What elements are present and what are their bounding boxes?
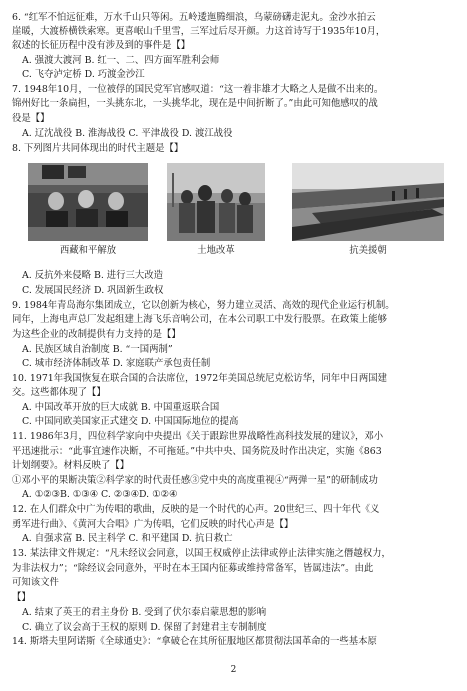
- page-number: 2: [230, 665, 237, 675]
- text-line: 勇军进行曲》、《黄河大合唱》广为传唱，它们反映的时代心声是【】: [12, 519, 294, 530]
- text-line: 锦州好比一条扁担，一头挑东北，一头挑华北，现在是中间折断了。”由此可知他感叹的战: [12, 98, 378, 109]
- text-line: 同年，上海电声总厂发起组建上海飞乐音响公司，在本公司职工中发行股票。在政策上能够: [12, 314, 388, 325]
- text-line: 平迅速批示：“此事宜速作决断，不可拖延。”中共中央、国务院及时作出决定，实施《863: [12, 446, 382, 457]
- photo-caption: 西藏和平解放: [59, 245, 117, 256]
- photo-caption: 抗美援朝: [349, 245, 387, 256]
- text-line: 14. 斯塔夫里阿诺斯《全球通史》：“拿破仑在其所征服地区都贯彻法国革命的一些基本原: [12, 636, 377, 647]
- option-line: C. 城市经济体制改革 D. 家庭联产承包责任制: [22, 358, 211, 369]
- text-line: 崖暖，大渡桥横铁索寒。更喜岷山千里雪，三军过后尽开颜。力这首诗写于1935年10月，: [12, 26, 386, 37]
- option-line: C. 中国同欧美国家正式建交 D. 中国国际地位的提高: [22, 416, 239, 427]
- text-line: ①邓小平的果断决策②科学家的时代责任感③党中央的高度重视④“两弹一星”的研制成功: [12, 475, 378, 486]
- text-line: 9. 1984年青岛海尔集团成立，它以创新为核心，努力建立灵活、高效的现代企业运行机制。: [12, 300, 395, 311]
- text-line: 为这些企业的改制提供有力支持的是【】: [12, 329, 181, 340]
- text-line: 12. 在人们群众中广为传唱的歌曲，反映的是一个时代的心声。20世纪三、四十年代《义: [12, 504, 380, 515]
- text-line: 8. 下列图片共同体现出的时代主题是【】: [12, 143, 184, 154]
- option-line: A. 反抗外来侵略 B. 进行三大改造: [22, 270, 164, 281]
- text-line: 7. 1948年10月，一位被俘的国民党军官感叹道：“这一着非雄才大略之人是做不出来的。: [12, 84, 384, 95]
- text-line: 为非法权力”；“除经议会同意外，平时在本王国内征募或维持常备军，皆属违法”。由此: [12, 563, 374, 574]
- text-line: 役是【】: [12, 113, 50, 124]
- option-line: C. 发展国民经济 D. 巩固新生政权: [22, 285, 164, 296]
- land-reform-photo: [167, 163, 265, 241]
- photo-row: [0, 163, 467, 261]
- text-line: 【】: [12, 592, 31, 603]
- text-line: 10. 1971年我国恢复在联合国的合法席位，1972年美国总统尼克松访华，同年中日两国建: [12, 373, 387, 384]
- text-line: 交。这些都体现了【】: [12, 387, 106, 398]
- option-line: A. ①②③B. ①③④ C. ②③④D. ①②④: [22, 489, 178, 500]
- photo-caption: 土地改革: [197, 245, 235, 256]
- text-line: 计划纲要》。材料反映了【】: [12, 460, 130, 471]
- option-line: A. 强渡大渡河 B. 红一、二、四方面军胜利会师: [22, 55, 220, 66]
- text-line: 13. 某法律文件规定：“凡未经议会同意，以国王权威停止法律或停止法律实施之僭越权力，: [12, 548, 391, 559]
- tibet-liberation-photo: [28, 163, 148, 241]
- option-line: C. 飞夺泸定桥 D. 巧渡金沙江: [22, 69, 145, 80]
- option-line: A. 中国改革开放的巨大成就 B. 中国重返联合国: [22, 402, 220, 413]
- text-line: 可知该文件: [12, 577, 59, 588]
- option-line: C. 确立了议会高于王权的原则 D. 保留了封建君主专制制度: [22, 622, 267, 633]
- option-line: A. 自强求富 B. 民主科学 C. 和平建国 D. 抗日救亡: [22, 533, 233, 544]
- option-line: A. 民族区域自治制度 B. “一国两制”: [22, 344, 173, 355]
- korean-war-photo: [292, 163, 444, 241]
- option-line: A. 辽沈战役 B. 淮海战役 C. 平津战役 D. 渡江战役: [22, 128, 233, 139]
- text-line: 叙述的长征历程中没有涉及到的事件是【】: [12, 40, 191, 51]
- text-line: 11. 1986年3月，四位科学家向中央提出《关于跟踪世界战略性高科技发展的建议》，邓小: [12, 431, 384, 442]
- option-line: A. 结束了英王的君主身份 B. 受到了伏尔泰启蒙思想的影响: [22, 607, 267, 618]
- text-line: 6. “红军不怕远征难，万水千山只等闲。五岭逶迤腾细浪，乌蒙磅礴走泥丸。金沙水拍云: [12, 12, 376, 23]
